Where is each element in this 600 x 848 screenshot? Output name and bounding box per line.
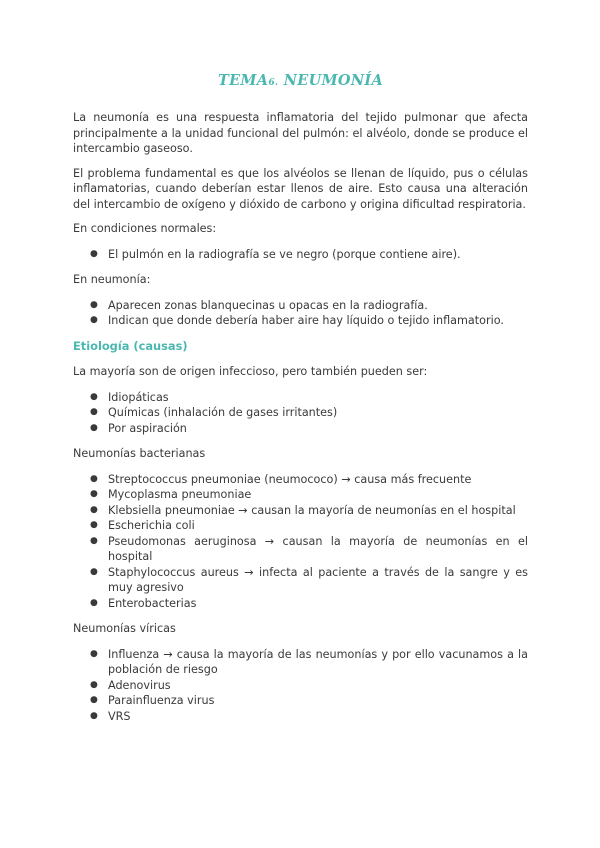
neumonia-list	[73, 298, 528, 329]
etiologia-heading: Etiología (causas)	[73, 338, 188, 353]
viricas-label: Neumonías víricas	[73, 622, 176, 635]
bullet-icon: ●	[90, 679, 98, 690]
list-item: ● Parainfluenza virus	[90, 694, 215, 707]
list-item: ● Escherichia coli	[90, 519, 195, 532]
title-main: TEMA	[217, 72, 269, 89]
intro-paragraph-1: La neumonía es una respuesta inflamatoria del tejido pulmonar que afecta principalmente a la unidad funcional del pulmón: el alvéolo, donde se produce el intercambio gaseoso.	[73, 111, 528, 155]
etiologia-intro: La mayoría son de origen infeccioso, pero también pueden ser:	[73, 365, 428, 378]
normal-label: En condiciones normales:	[73, 222, 217, 235]
list-item: ● VRS	[90, 709, 131, 723]
bullet-icon: ●	[90, 520, 98, 530]
title-topic: NEUMONÍA	[283, 72, 384, 89]
viricas-list	[73, 647, 528, 725]
list-item: ● Químicas (inhalación de gases irritantes)	[90, 406, 338, 419]
list-item: ● Aparecen zonas blanquecinas u opacas en la radiografía.	[90, 298, 428, 312]
list-item: ● Pseudomonas aeruginosa → causan la mayoría de neumonías en el hospital	[90, 534, 528, 563]
bullet-icon: ●	[90, 489, 98, 499]
bullet-icon: ●	[90, 597, 98, 608]
list-item: ● Adenovirus	[90, 678, 171, 692]
bullet-icon: ●	[90, 407, 98, 417]
bacterianas-label: Neumonías bacterianas	[73, 447, 206, 460]
list-item: ● Staphylococcus aureus → infecta al paciente a través de la sangre y es muy agresivo	[90, 565, 528, 594]
title-number: 6.	[268, 78, 279, 88]
normal-list	[73, 247, 528, 263]
list-item: ● Por aspiración	[90, 421, 187, 435]
bullet-icon: ●	[90, 648, 98, 659]
list-item: ● El pulmón en la radiografía se ve negro (porque contiene aire).	[90, 247, 461, 261]
bullet-icon: ●	[90, 504, 98, 515]
list-item: ● Enterobacterias	[90, 596, 197, 610]
neumonia-label: En neumonía:	[73, 273, 151, 286]
intro-paragraph-2: El problema fundamental es que los alvéolos se llenan de líquido, pus o células inflamatorias, cuando deberían estar llenos de aire. Esto causa una alteración del intercambio de oxígeno y dióxido de carbono y origina dificultad respiratoria.	[73, 166, 528, 211]
bullet-icon: ●	[90, 710, 98, 721]
list-item: ● Indican que donde debería haber aire hay líquido o tejido inflamatorio.	[90, 314, 504, 327]
list-item: ● Influenza → causa la mayoría de las neumonías y por ello vacunamos a la población de riesgo	[90, 647, 528, 676]
bacterianas-list	[73, 472, 528, 612]
list-item: ● Mycoplasma pneumoniae	[90, 488, 252, 501]
list-item: ● Idiopáticas	[90, 390, 169, 404]
bullet-icon: ●	[90, 315, 98, 325]
bullet-icon: ●	[90, 535, 98, 546]
bullet-icon: ●	[90, 391, 98, 402]
bullet-icon: ●	[90, 422, 98, 433]
bullet-icon: ●	[90, 566, 98, 577]
page-title	[73, 72, 528, 92]
list-item: ● Klebsiella pneumoniae → causan la mayoría de neumonías en el hospital	[90, 503, 516, 517]
bullet-icon: ●	[90, 473, 98, 484]
bullet-icon: ●	[90, 695, 98, 705]
bullet-icon: ●	[90, 299, 98, 310]
etiologia-list	[73, 390, 528, 437]
list-item: ● Streptococcus pneumoniae (neumococo) → causa más frecuente	[90, 472, 472, 486]
bullet-icon: ●	[90, 248, 98, 259]
